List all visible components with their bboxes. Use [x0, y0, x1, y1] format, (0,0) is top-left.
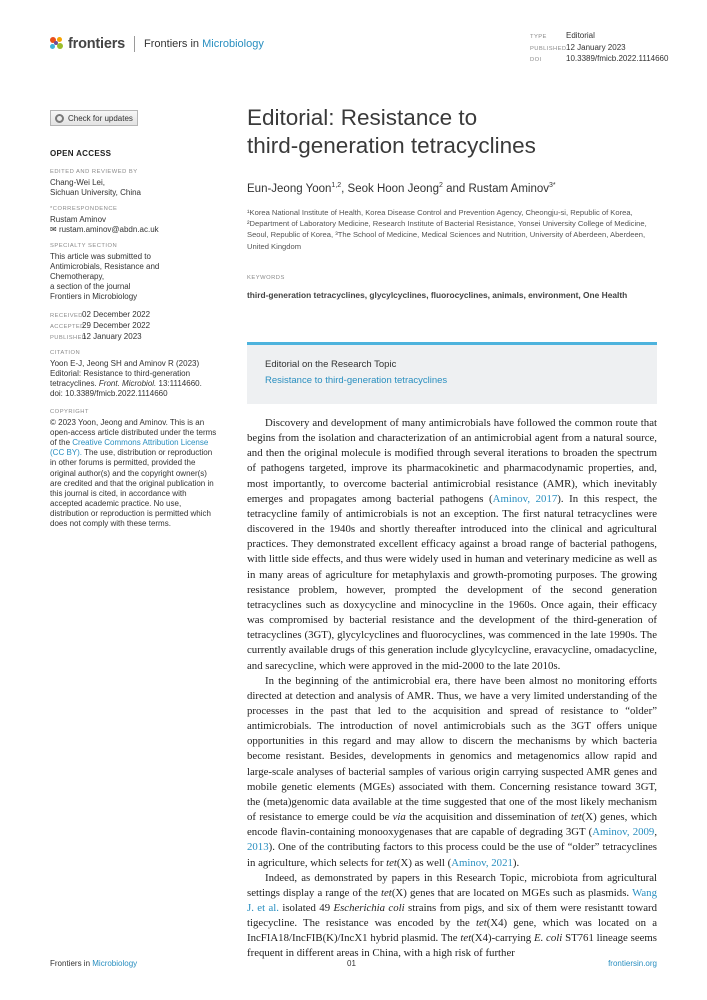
journal-name: Frontiers in Microbiology [144, 38, 264, 50]
page-number: 01 [347, 959, 356, 968]
check-for-updates-button[interactable]: Check for updates [50, 110, 138, 126]
research-topic-box [247, 342, 657, 404]
article-meta: TYPE Editorial PUBLISHED12 January 2023 DOI 10.3389/fmicb.2022.1114660 [530, 31, 669, 64]
author-aminov[interactable]: Rustam Aminov [468, 182, 549, 195]
footer-journal: Frontiers in Microbiology [50, 959, 138, 968]
keywords: third-generation tetracyclines, glycylcyclines, fluorocyclines, animals, environment, One Health [247, 290, 628, 300]
cc-by-link[interactable]: (CC BY). [50, 448, 82, 458]
article-title: Editorial: Resistance to third-generation tetracyclines [247, 105, 536, 158]
research-topic-link[interactable]: Resistance to third-generation tetracyclines [265, 375, 448, 386]
affiliations: ¹Korea National Institute of Health, Korea Disease Control and Prevention Agency, Cheongju-si, Republic of Korea, ²Department of Laboratory Medicine, Research Institute of Bacterial Resistance, Yonsei University College of Medicine, Seoul, Republic of Korea, ³The School of Medicine, Medical Sciences and Nutrition, University of Aberdeen, Aberdeen, United Kingdom [247, 208, 647, 251]
paragraph-2: In the beginning of the antimicrobial era, there have been almost no monitoring efforts directed at detection and analysis of AMR. Thus, we have a very limited understanding of the processes in the past that led to the acquisition and spread of resistance to “older” antimicrobials. The introduction of novel antimicrobials such as the 3GT offers unique opportunities in this regard and may allow to discern the mechanisms by which bacteria become resistant. Besides, developments in genomics and metagenomics allow rapid and large-scale analyses of bacterial samples of various origin carrying suspected AMR genes and mobile genetic elements (MGEs) associated with them. Concerning resistance toward 3GT, the (meta)genomic data available at the time suggested that one of the most likely mechanism of resistance to emerge could be via the acquisition and dissemination of tet(X) genes, which encode flavin-containing monooxygenases that are capable of degrading 3GT (Aminov, 2009, 2013). One of the contributing factors to this process could be the use of “older” tetracyclines in agriculture, which selects for tet(X) as well (Aminov, 2021). [247, 674, 658, 869]
keywords-heading: KEYWORDS [247, 275, 285, 281]
edited-by-section: EDITED AND REVIEWED BY Chang-Wei Lei, Sichuan University, China [50, 169, 142, 198]
frontiers-dots-icon [50, 37, 64, 51]
author-yoon[interactable]: Eun-Jeong Yoon [247, 182, 332, 195]
correspondence-section: *CORRESPONDENCE Rustam Aminov ✉ rustam.aminov@abdn.ac.uk [50, 206, 159, 235]
check-updates-icon [55, 114, 64, 123]
received-date: 02 December 2022 [82, 310, 151, 319]
ref-aminov-2013[interactable]: 2013 [247, 841, 269, 854]
logo-divider [134, 36, 135, 52]
specialty-section: SPECIALTY SECTION This article was submitted to Antimicrobials, Resistance and Chemotherapy, a section of the journal Frontiers in Microbiology [50, 243, 160, 302]
accepted-date: 29 December 2022 [82, 321, 151, 331]
article-type: Editorial [566, 31, 595, 40]
published-date-side: 12 January 2023 [82, 332, 142, 342]
doi[interactable]: 10.3389/fmicb.2022.1114660 [566, 54, 669, 64]
ref-wang-j[interactable]: Wang J. et al. [247, 886, 657, 914]
paragraph-3: Indeed, as demonstrated by papers in this Research Topic, microbiota from agricultural settings display a range of the tet(X) genes that are located on MGEs such as plasmids. Wang J. et al. isolated 49 Escherichia coli strains from pigs, and six of them were resistantt toward tigecycline. The resistance was encoded by the tet(X4) gene, which was located on a IncFIA18/IncFIB(K)/IncX1 hybrid plasmid. The tet(X4)-carrying E. coli ST761 lineage seems frequent in different areas in China, with a high risk of further [247, 871, 658, 960]
citation-section: CITATION Yoon E-J, Jeong SH and Aminov R (2023) Editorial: Resistance to third-generation tetracyclines. Front. Microbiol. 13:1114660. doi: 10.3389/fmicb.2022.1114660 [50, 350, 202, 399]
published-date: 12 January 2023 [566, 42, 626, 52]
copyright-section: COPYRIGHT © 2023 Yoon, Jeong and Aminov. This is an open-access article distributed under the terms of the Creative Commons Attribution License (CC BY). The use, distribution or reproduction in other forums is permitted, provided the original author(s) and the copyright owner(s) are credited and that the original publication in this journal is cited, in accordance with accepted academic practice. No use, distribution or reproduction is permitted which does not comply with these terms. [50, 409, 217, 529]
brand-name: frontiers [68, 36, 126, 52]
author-jeong[interactable]: Seok Hoon Jeong [347, 182, 439, 195]
cc-license-link[interactable]: Creative Commons Attribution License [72, 438, 209, 448]
footer-site-link[interactable]: frontiersin.org [608, 959, 657, 968]
ref-aminov-2009[interactable]: Aminov, 2009 [592, 826, 655, 839]
paragraph-1: Discovery and development of many antimicrobials have followed the common route that begins from the isolation and characterization of an antimicrobial agent from a natural source, and then the original molecule is modified through several iterations to broaden the spectrum of pathogens targeted, improve its pharmacokinetic and pharmacodynamic properties, and, most importantly, to overcome bacterial antimicrobial resistance (AMR), which inevitably emerges and propagates among bacterial pathogens (Aminov, 2017). In this respect, the tetracycline family of antimicrobials is not an exception. The first natural tetracyclines were discovered in the 1940s and shortly thereafter introduced into the clinical and agricultural practices. They demonstrated excellent efficacy against a broad range of bacterial pathogens, with little side effects, and thus were widely used in human and veterinary medicine as well as in many areas of agriculture for metaphylaxis and growth-promoting purposes. The growing resistance problem, however, prompted the development of the second generation tetracyclines such as doxycycline and minocycline in the 1960s. Once again, their efficacy was compromised by bacterial resistance and the development of the third-generation of tetracyclines (3GT), glycylcyclines and fluorocyclines, was commenced in the late 1990s. The currently available drugs of this generation include glycylcycline, eravacycline, omadacycline, and sarecycline, which were approved in the mid-2000 to the late 2010s. [247, 417, 657, 672]
ref-aminov-2017[interactable]: Aminov, 2017 [492, 492, 558, 505]
open-access-label: OPEN ACCESS [50, 149, 112, 158]
email-icon: ✉ [50, 225, 57, 235]
article-body [247, 416, 657, 962]
research-topic-label: Editorial on the Research Topic [265, 359, 397, 370]
frontiers-logo[interactable] [50, 36, 264, 52]
correspondence-email[interactable]: rustam.aminov@abdn.ac.uk [58, 225, 159, 235]
dates-section: RECEIVED02 December 2022 ACCEPTED29 December 2022 PUBLISHED12 January 2023 [50, 310, 151, 342]
author-list: Eun-Jeong Yoon$^{1,2}$, Seok Hoon Jeong$^2$ and Rustam Aminov$^{3*}$ [247, 182, 556, 195]
ref-aminov-2021[interactable]: Aminov, 2021 [451, 856, 513, 869]
